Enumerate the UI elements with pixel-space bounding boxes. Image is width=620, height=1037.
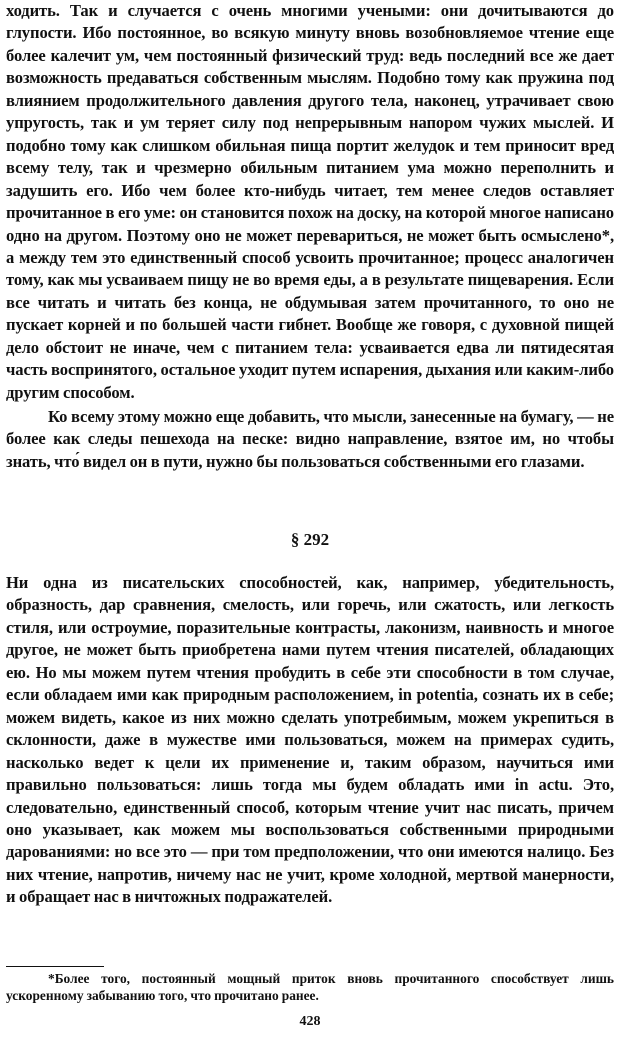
- paragraph-3: Ни одна из писательских способностей, как, например, убедительность, образность, дар сравнения, смелость, или горечь, или сжатость, или легкость стиля, или остроумие, поразительные контрасты, лаконизм, наивность и многое другое, не может быть приобретена нами путем чтения писателей, обладающих ею. Но мы можем путем чтения пробудить в себе эти способности в том случае, если обладаем ими как природным расположением, in potentia, сознать их в себе; можем видеть, какое из них можно сделать употребимым, можем укрепиться в склонности, даже в мужестве ими пользоваться, можем на примерах судить, насколько ведет к цели их применение и, таким образом, научиться ими правильно пользоваться: лишь тогда мы будем обладать ими in actu. Это, следовательно, единственный способ, которым чтение учит нас писать, причем оно указывает, как можем мы воспользоваться собственными природными дарованиями: но все это — при том предположении, что они имеются налицо. Без них чтение, напротив, ничему нас не учит, кроме холодной, мертвой манерности, и обращает нас в ничтожных подражателей.: [6, 573, 614, 907]
- paragraph-2: Ко всему этому можно еще добавить, что мысли, занесенные на бумагу, — не более как следы пешехода на песке: видно направление, взятое им, но чтобы знать, что́ видел он в пути, нужно бы пользоваться собственными его глазами.: [6, 407, 614, 471]
- page-number: 428: [299, 1014, 321, 1029]
- section-heading: § 292: [290, 530, 330, 549]
- paragraph-1: ходить. Так и случается с очень многими учеными: они дочитываются до глупости. Ибо постоянное, во всякую минуту вновь возобновляемое чтение еще более калечит ум, чем постоянный физический труд: ведь последний все же дает возможность предаваться собственным мыслям. Подобно тому как пружина под влиянием продолжительного давления другого тела, наконец, утрачивает свою упругость, так и ум теряет силу под непрерывным напором чужих мыслей. И подобно тому как слишком обильная пища портит желудок и тем приносит вред всему телу, так и чрезмерно обильным питанием ума можно переполнить и задушить его. Ибо чем более кто-нибудь читает, тем менее следов оставляет прочитанное в его уме: он становится похож на доску, на которой многое написано одно на другом. Поэтому оно не может перевариться, не может быть осмыслено*, а между тем это единственный способ усвоить прочитанное; процесс аналогичен тому, как мы усваиваем пищу не во время еды, а в результате пищеварения. Если все читать и читать без конца, не обдумывая затем прочитанного, то оно не пускает корней и по большей части гибнет. Вообще же говоря, с духовной пищей дело обстоит не иначе, чем с питанием тела: усваивается едва ли пятидесятая часть воспринятого, остальное уходит путем испарения, дыхания или каким-либо другим способом.: [6, 1, 614, 402]
- footnote: *Более того, постоянный мощный приток вновь прочитанного способствует лишь ускоренному забыванию того, что прочитано ранее.: [6, 971, 614, 1003]
- footnote-divider: [6, 966, 104, 967]
